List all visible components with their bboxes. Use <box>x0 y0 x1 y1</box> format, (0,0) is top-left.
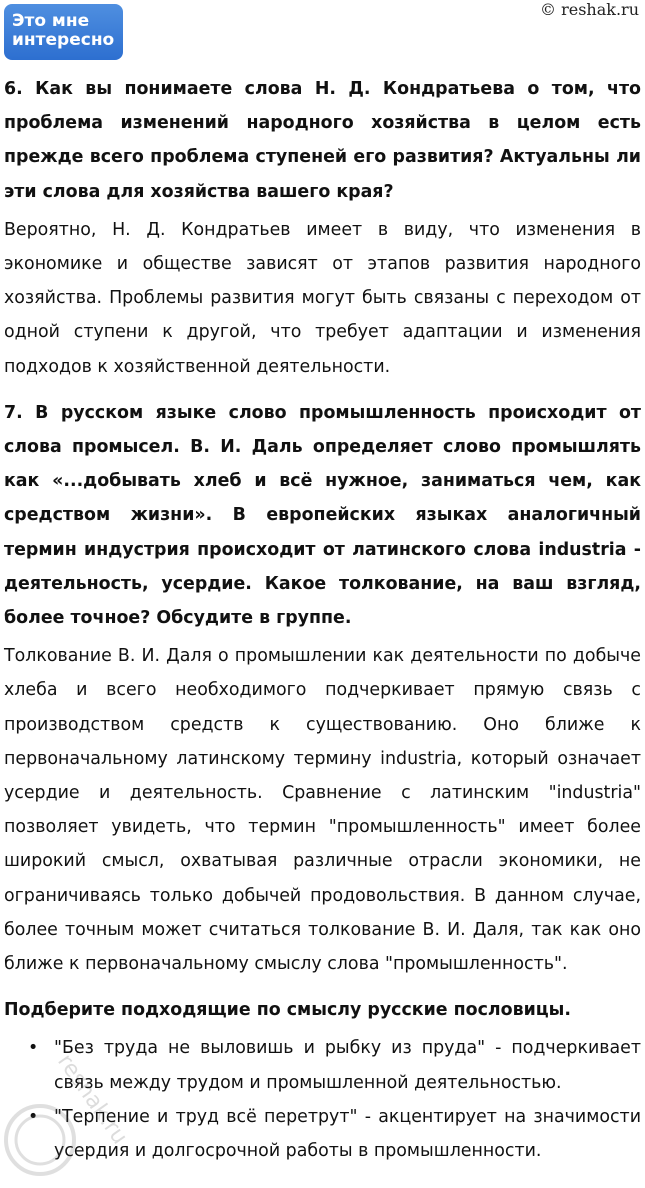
badge-line-1: Это мне <box>12 11 90 31</box>
bullet-icon: • <box>28 1038 39 1059</box>
list-item <box>4 1100 641 1168</box>
top-bar <box>0 0 645 64</box>
proverbs-heading: Подберите подходящие по смыслу русские пословицы. <box>4 1000 572 1021</box>
badge-line-2: интересно <box>12 30 115 50</box>
answer-7: Толкование В. И. Даля о промышлении как деятельности по добыче хлеба и всего необходимого подчеркивает прямую связь с производством средств к существованию. Оно ближе к первоначальному латинскому термину industria, который означает усердие и деятельность. Сравнение с латинским "industria" позволяет увидеть, что термин "промышленность" имеет более широкий смысл, охватывая различные отрасли экономики, не ограничиваясь только добычей продовольствия. В данном случае, более точным может считаться толкование В. И. Даля, так как оно ближе к первоначальному смыслу слова "промышленность". <box>4 646 641 975</box>
proverb-text: "Терпение и труд всё перетрут" - акцентирует на значимости усердия и долгосрочной работы в промышленности. <box>54 1106 641 1162</box>
proverbs-list <box>4 1031 641 1168</box>
list-item <box>4 1031 641 1099</box>
answer-6: Вероятно, Н. Д. Кондратьев имеет в виду, что изменения в экономике и обществе зависят от этапов развития народного хозяйства. Проблемы развития могут быть связаны с переходом от одной ступени к другой, что требует адаптации и изменения подходов к хозяйственной деятельности. <box>4 219 641 377</box>
question-6: 6. Как вы понимаете слова Н. Д. Кондратьева о том, что проблема изменений народного хозяйства в целом есть прежде всего проблема ступеней его развития? Актуальны ли эти слова для хозяйства вашего края? <box>4 79 641 202</box>
proverb-text: "Без труда не выловишь и рыбку из пруда" - подчеркивает связь между трудом и промышленной деятельностью. <box>54 1038 641 1093</box>
watermark-text: reshak.ru <box>52 1049 133 1150</box>
bullet-icon: • <box>28 1106 39 1127</box>
main-content <box>4 72 641 1168</box>
question-7: 7. В русском языке слово промышленность происходит от слова промысел. В. И. Даль определяет слово промышлять как «...добывать хлеб и всё нужное, заниматься чем, как средством жизни». В европейских языках аналогичный термин индустрия происходит от латинского слова industria - деятельность, усердие. Какое толкование, на ваш взгляд, более точное? Обсудите в группе. <box>4 402 641 629</box>
site-copyright[interactable]: © reshak.ru <box>540 0 639 19</box>
interest-badge <box>4 4 123 60</box>
